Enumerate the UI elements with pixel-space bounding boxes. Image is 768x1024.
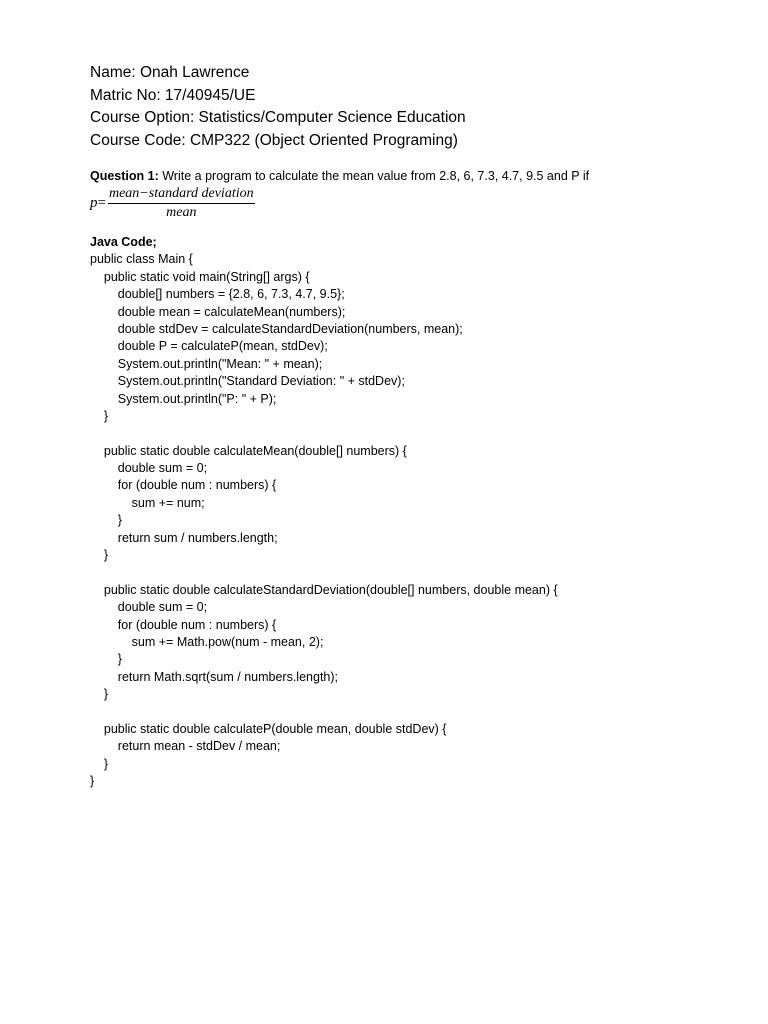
code-line: return sum / numbers.length;: [90, 530, 278, 545]
formula-fraction: [108, 186, 255, 221]
code-line: }: [90, 548, 109, 563]
code-line: }: [90, 687, 109, 702]
code-line: }: [90, 774, 95, 789]
code-line: public class Main {: [90, 252, 193, 267]
code-line: System.out.println("Standard Deviation: " + stdDev);: [90, 374, 405, 389]
code-line: System.out.println("Mean: " + mean);: [90, 356, 323, 371]
formula-equals: =: [97, 194, 106, 211]
code-line: }: [90, 652, 122, 667]
code-line: public static void main(String[] args) {: [90, 269, 310, 284]
code-line: public static double calculateStandardDeviation(double[] numbers, double mean) {: [90, 582, 558, 597]
code-line: public static double calculateP(double mean, double stdDev) {: [90, 721, 447, 736]
code-line: sum += Math.pow(num - mean, 2);: [90, 635, 324, 649]
student-name: Name: Onah Lawrence: [90, 64, 250, 81]
course-code: Course Code: CMP322 (Object Oriented Programing): [90, 131, 458, 149]
formula-denominator: mean: [166, 204, 197, 220]
matric-number: Matric No: 17/40945/UE: [90, 86, 256, 104]
code-line: System.out.println("P: " + P);: [90, 391, 277, 406]
code-line: double P = calculateP(mean, stdDev);: [90, 339, 328, 354]
code-line: [90, 425, 730, 442]
code-line: double sum = 0;: [90, 461, 208, 476]
code-line: return Math.sqrt(sum / numbers.length);: [90, 669, 339, 684]
code-line: for (double num : numbers) {: [90, 617, 277, 632]
formula-numerator: mean−standard deviation: [108, 186, 255, 204]
code-line: [90, 704, 730, 721]
code-title: Java Code;: [90, 235, 157, 249]
code-line: double sum = 0;: [90, 600, 208, 615]
code-line: }: [90, 513, 122, 528]
code-line: [90, 564, 730, 581]
code-line: sum += num;: [90, 495, 205, 510]
code-line: public static double calculateMean(double[] numbers) {: [90, 443, 407, 458]
question-body: Write a program to calculate the mean value from 2.8, 6, 7.3, 4.7, 9.5 and P if: [158, 169, 590, 183]
document-page: [90, 62, 730, 791]
code-line: double stdDev = calculateStandardDeviation(numbers, mean);: [90, 321, 463, 336]
code-line: for (double num : numbers) {: [90, 478, 277, 493]
code-block: [90, 251, 730, 790]
code-line: return mean - stdDev / mean;: [90, 739, 281, 754]
course-option: Course Option: Statistics/Computer Science Education: [90, 109, 466, 126]
formula-variable: p: [90, 194, 98, 211]
question-label: Question 1:: [90, 169, 159, 183]
code-line: double[] numbers = {2.8, 6, 7.3, 4.7, 9.5};: [90, 287, 345, 302]
formula: [90, 186, 730, 220]
code-line: }: [90, 408, 109, 423]
code-line: }: [90, 756, 109, 771]
code-line: double mean = calculateMean(numbers);: [90, 304, 346, 319]
question-text: [90, 168, 730, 185]
